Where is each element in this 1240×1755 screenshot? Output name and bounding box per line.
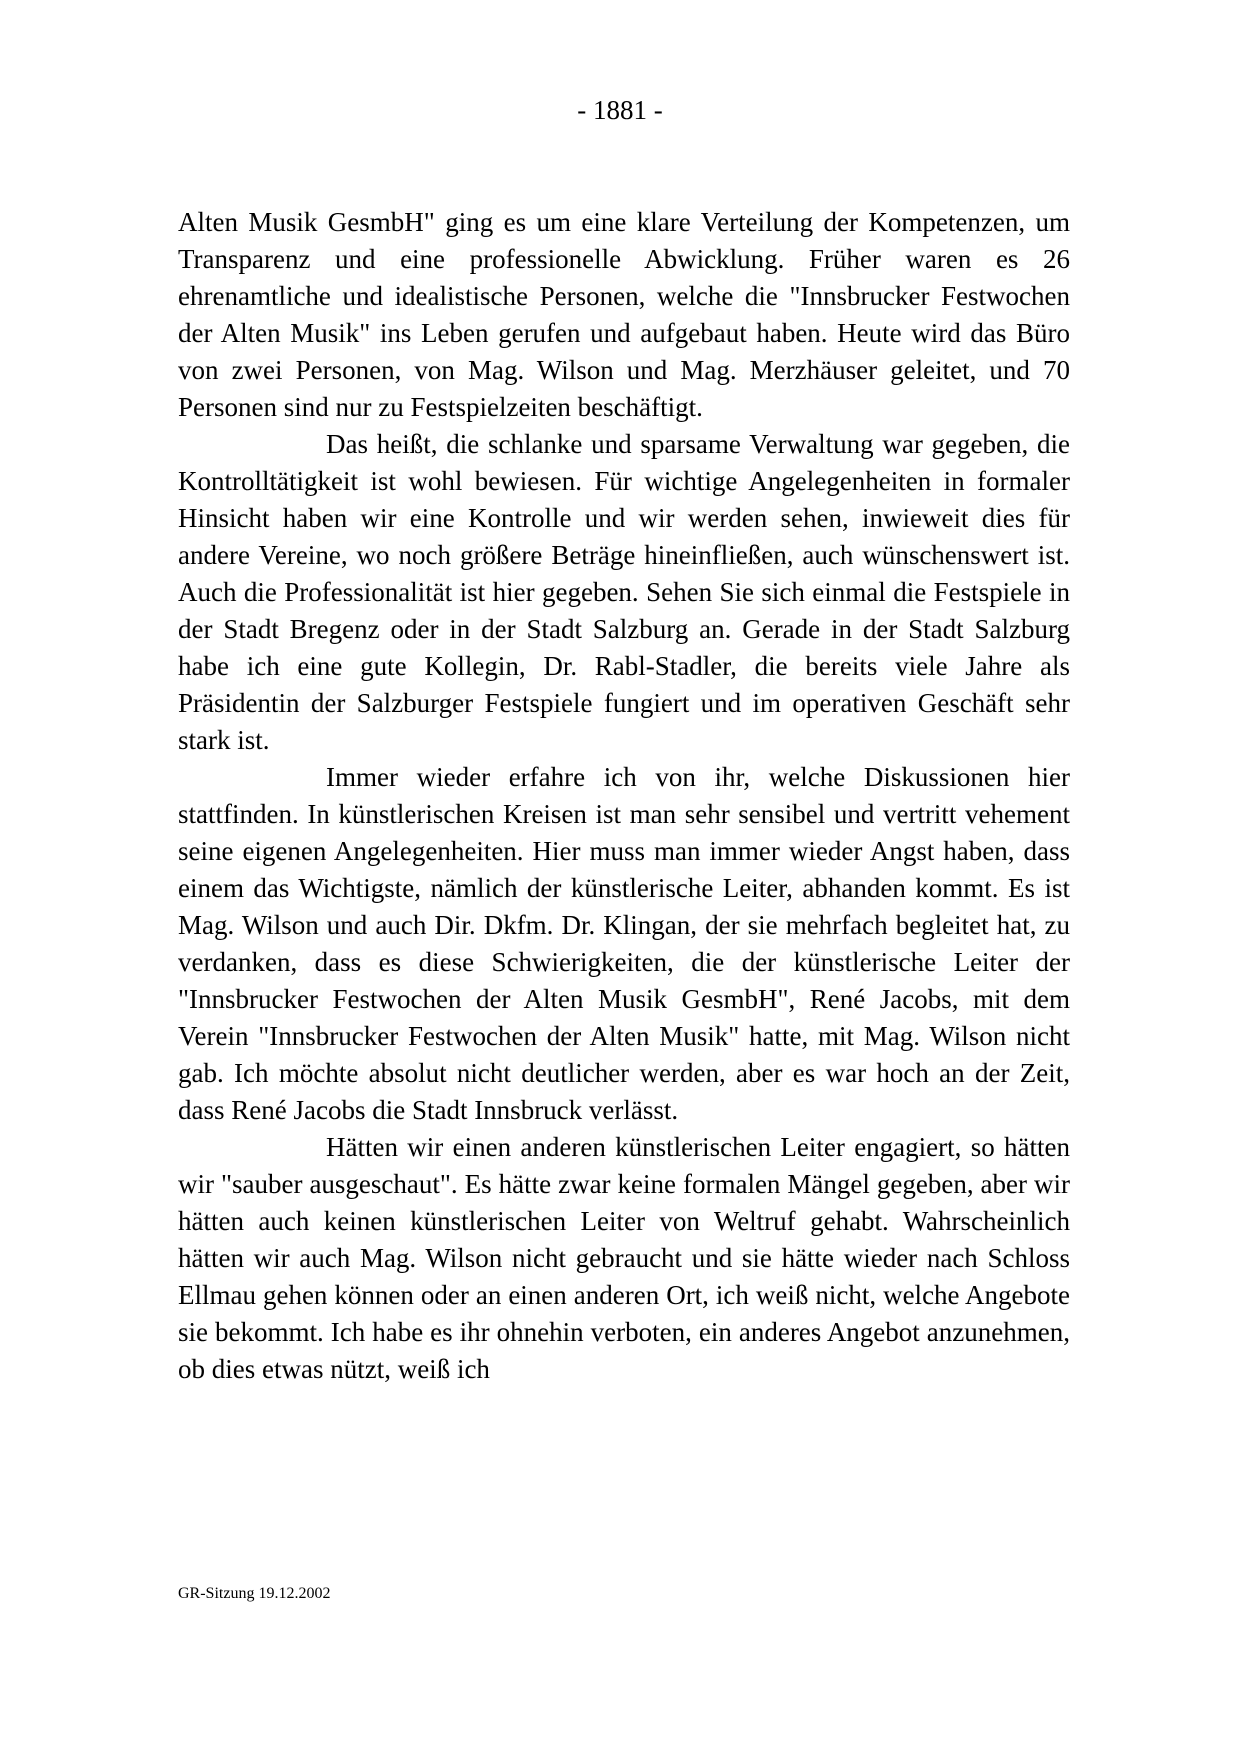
paragraph-4: Hätten wir einen anderen künstlerischen Leiter engagiert, so hätten wir "sauber ausgeschaut". Es hätte zwar keine formalen Mängel gegeben, aber wir hätten auch keinen künstlerischen Leiter von Weltruf gehabt. Wahrscheinlich hätten wir auch Mag. Wilson nicht gebraucht und sie hätte wieder nach Schloss Ellmau gehen können oder an einen anderen Ort, ich weiß nicht, welche Angebote sie bekommt. Ich habe es ihr ohnehin verboten, ein anderes Angebot anzunehmen, ob dies etwas nützt, weiß ich <box>178 1132 1070 1384</box>
paragraph-3: Immer wieder erfahre ich von ihr, welche Diskussionen hier stattfinden. In künstlerischen Kreisen ist man sehr sensibel und vertritt vehement seine eigenen Angelegenheiten. Hier muss man immer wieder Angst haben, dass einem das Wichtigste, nämlich der künstlerische Leiter, abhanden kommt. Es ist Mag. Wilson und auch Dir. Dkfm. Dr. Klingan, der sie mehrfach begleitet hat, zu verdanken, dass es diese Schwierigkeiten, die der künstlerische Leiter der "Innsbrucker Festwochen der Alten Musik GesmbH", René Jacobs, mit dem Verein "Innsbrucker Festwochen der Alten Musik" hatte, mit Mag. Wilson nicht gab. Ich möchte absolut nicht deutlicher werden, aber es war hoch an der Zeit, dass René Jacobs die Stadt Innsbruck verlässt. <box>178 762 1070 1125</box>
footer-session-date: GR-Sitzung 19.12.2002 <box>178 1585 331 1602</box>
document-body <box>178 204 1070 1388</box>
paragraph-2: Das heißt, die schlanke und sparsame Verwaltung war gegeben, die Kontrolltätigkeit ist wohl bewiesen. Für wichtige Angelegenheiten in formaler Hinsicht haben wir eine Kontrolle und wir werden sehen, inwieweit dies für andere Vereine, wo noch größere Beträge hineinfließen, auch wünschenswert ist. Auch die Professionalität ist hier gegeben. Sehen Sie sich einmal die Festspiele in der Stadt Bregenz oder in der Stadt Salzburg an. Gerade in der Stadt Salzburg habe ich eine gute Kollegin, Dr. Rabl-Stadler, die bereits viele Jahre als Präsidentin der Salzburger Festspiele fungiert und im operativen Geschäft sehr stark ist. <box>178 429 1070 755</box>
page-number: - 1881 - <box>577 95 663 125</box>
paragraph-1: Alten Musik GesmbH" ging es um eine klare Verteilung der Kompetenzen, um Transparenz und eine professionelle Abwicklung. Früher waren es 26 ehrenamtliche und idealistische Personen, welche die "Innsbrucker Festwochen der Alten Musik" ins Leben gerufen und aufgebaut haben. Heute wird das Büro von zwei Personen, von Mag. Wilson und Mag. Merzhäuser geleitet, und 70 Personen sind nur zu Festspielzeiten beschäftigt. <box>178 207 1070 422</box>
